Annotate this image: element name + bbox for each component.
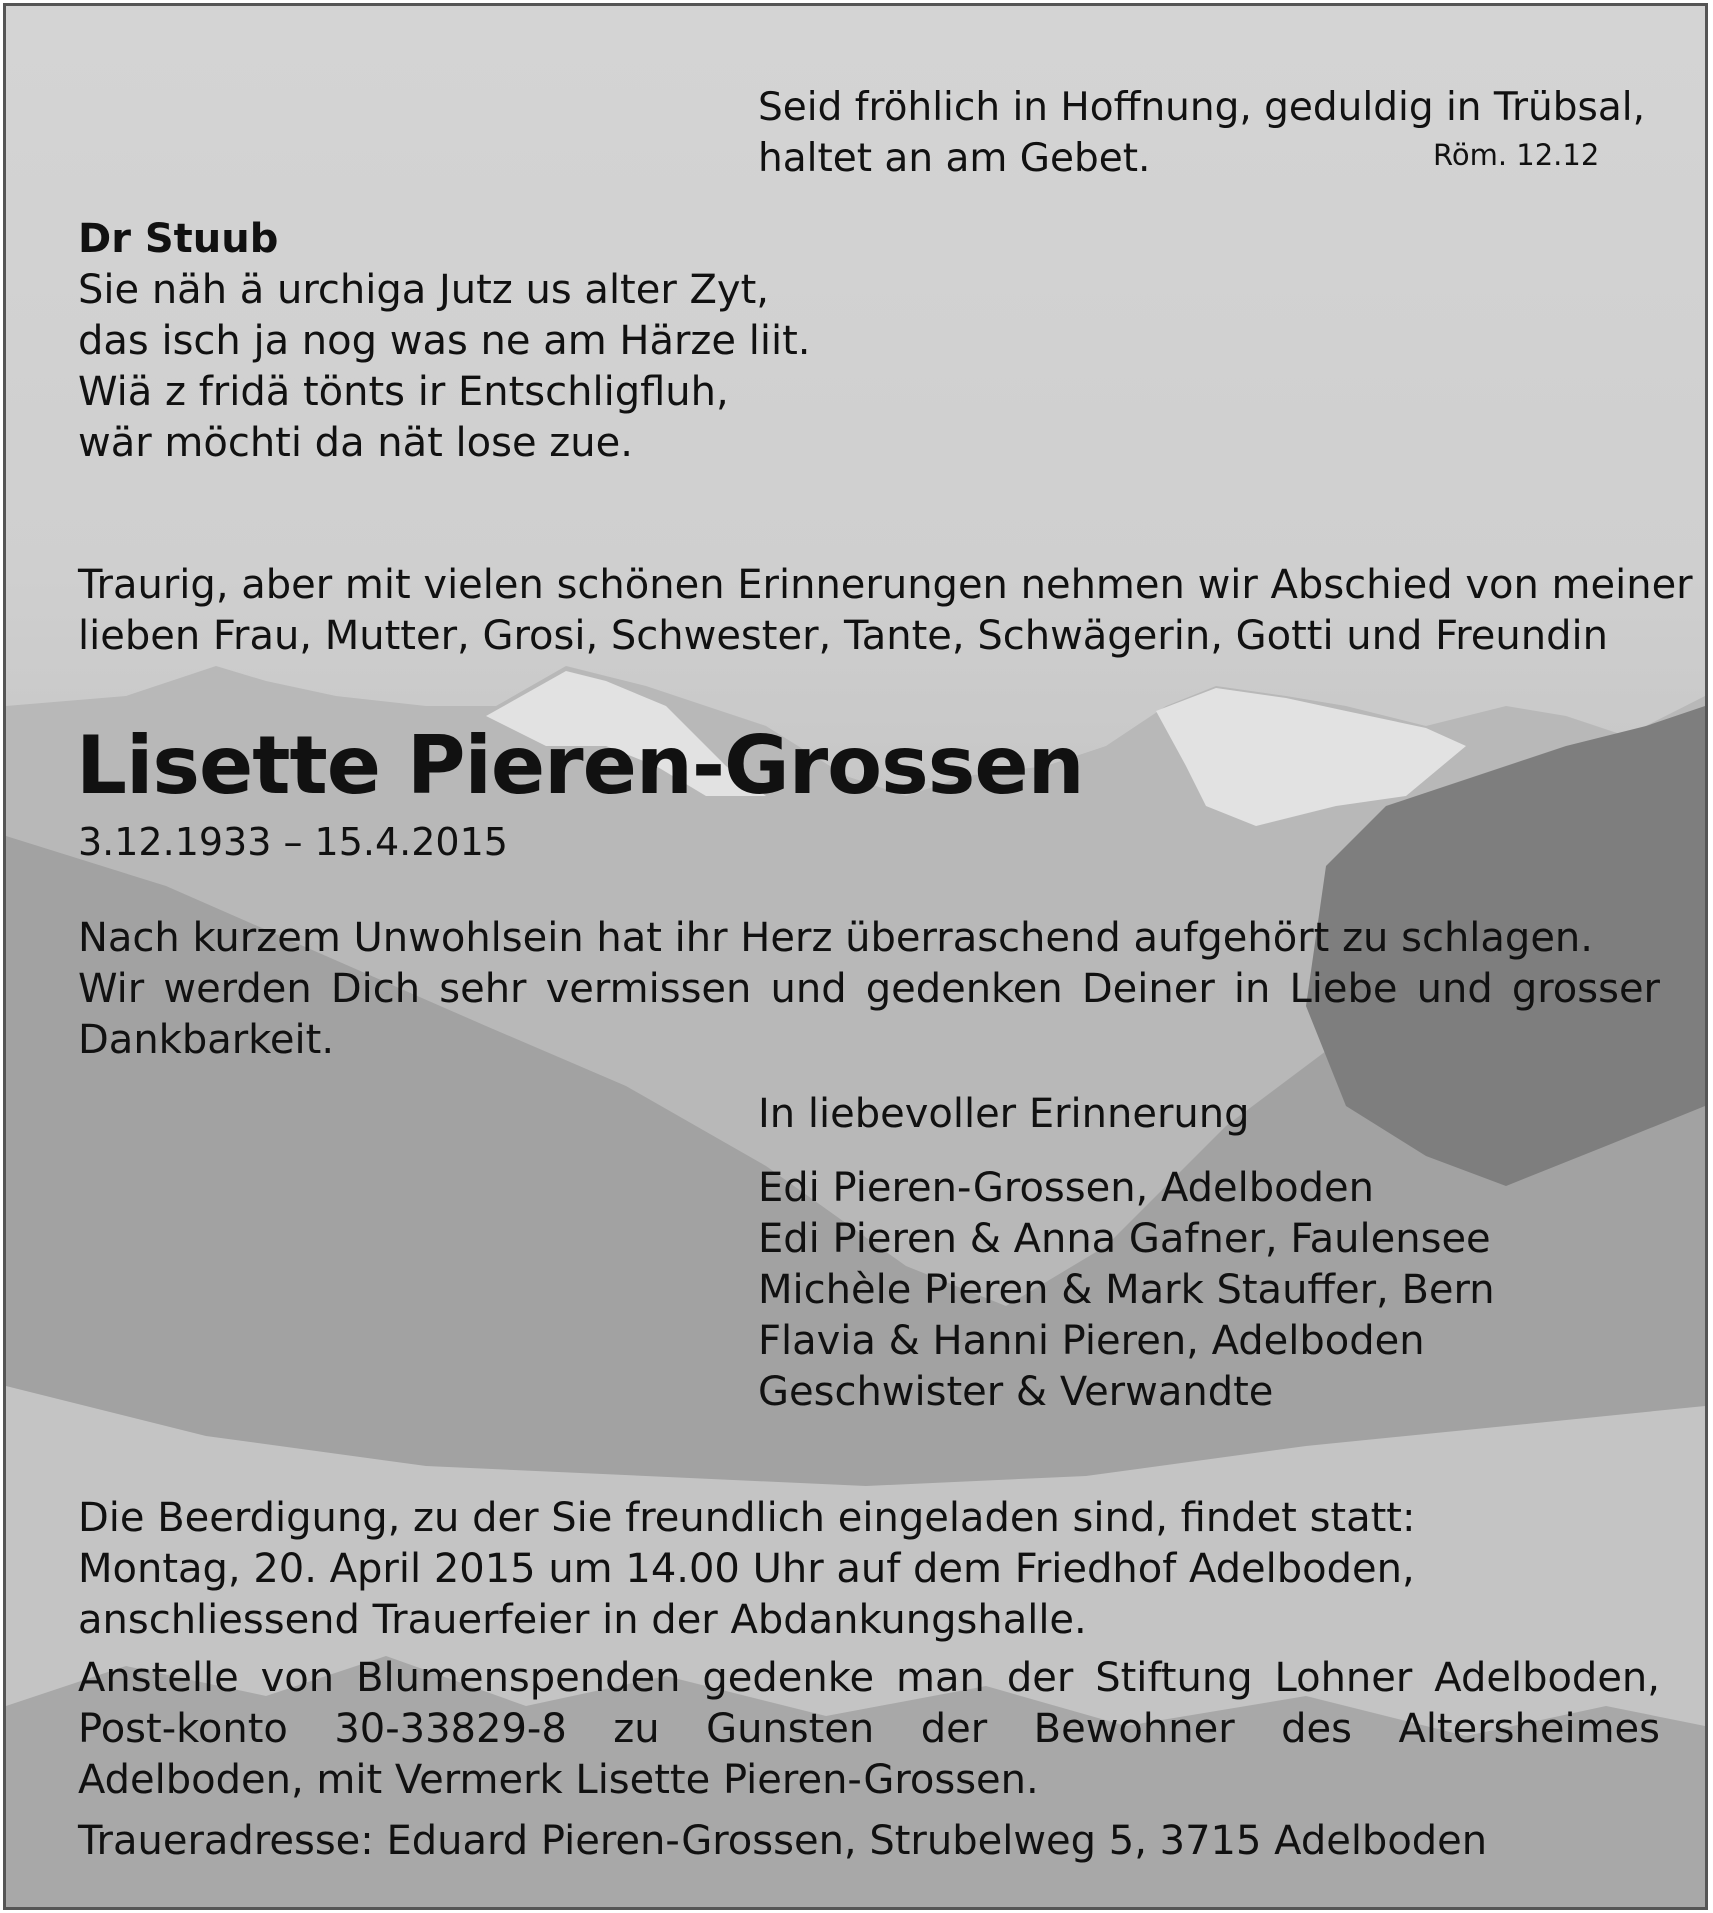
bible-verse bbox=[758, 82, 1645, 184]
family-heading: In liebevoller Erinnerung bbox=[758, 1091, 1250, 1137]
poem-line: wär möchti da nät lose zue. bbox=[78, 420, 633, 466]
intro-line: Traurig, aber mit vielen schönen Erinnerungen nehmen wir Abschied von meiner bbox=[78, 562, 1693, 608]
verse-reference: Röm. 12.12 bbox=[1433, 138, 1600, 172]
intro-line: lieben Frau, Mutter, Grosi, Schwester, Tante, Schwägerin, Gotti und Freundin bbox=[78, 613, 1608, 659]
poem-line: Sie näh ä urchiga Jutz us alter Zyt, bbox=[78, 267, 769, 313]
funeral-line: Die Beerdigung, zu der Sie freundlich eingeladen sind, findet statt: bbox=[78, 1495, 1416, 1541]
poem-title: Dr Stuub bbox=[78, 216, 279, 262]
message-line: Nach kurzem Unwohlsein hat ihr Herz überraschend aufgehört zu schlagen. bbox=[78, 915, 1593, 961]
family-member: Edi Pieren & Anna Gafner, Faulensee bbox=[758, 1216, 1491, 1262]
life-dates: 3.12.1933 – 15.4.2015 bbox=[78, 820, 508, 864]
donation-note: Anstelle von Blumenspenden gedenke man der Stiftung Lohner Adelboden, Post-konto 30-33829-8 zu Gunsten der Bewohner des Altersheimes Adelboden, mit Vermerk Lisette Pieren-Grossen. bbox=[78, 1655, 1660, 1803]
poem-line: das isch ja nog was ne am Härze liit. bbox=[78, 318, 811, 364]
family-list bbox=[758, 1163, 1495, 1418]
mourning-address: Traueradresse: Eduard Pieren-Grossen, Strubelweg 5, 3715 Adelboden bbox=[78, 1818, 1488, 1864]
obituary-page bbox=[3, 3, 1708, 1910]
verse-line: Seid fröhlich in Hoffnung, geduldig in Trübsal, bbox=[758, 85, 1645, 130]
family-signatures bbox=[758, 1089, 1495, 1418]
family-member: Michèle Pieren & Mark Stauffer, Bern bbox=[758, 1267, 1495, 1313]
deceased-name: Lisette Pieren-Grossen bbox=[76, 719, 1084, 812]
farewell-intro bbox=[78, 560, 1693, 662]
poem-line: Wiä z fridä tönts ir Entschligfluh, bbox=[78, 369, 729, 415]
verse-line: haltet an am Gebet. bbox=[758, 136, 1151, 181]
funeral-details: Montag, 20. April 2015 um 14.00 Uhr auf dem Friedhof Adelboden, anschliessend Trauerfeier in der Abdankungshalle. bbox=[78, 1546, 1415, 1643]
family-member: Geschwister & Verwandte bbox=[758, 1369, 1274, 1415]
message-line: Wir werden Dich sehr vermissen und gedenken Deiner in Liebe und grosser Dankbarkeit. bbox=[78, 966, 1660, 1063]
condolence-message bbox=[78, 913, 1660, 1066]
family-member: Flavia & Hanni Pieren, Adelboden bbox=[758, 1318, 1425, 1364]
funeral-info bbox=[78, 1493, 1660, 1646]
poem bbox=[78, 214, 810, 469]
family-member: Edi Pieren-Grossen, Adelboden bbox=[758, 1165, 1374, 1211]
